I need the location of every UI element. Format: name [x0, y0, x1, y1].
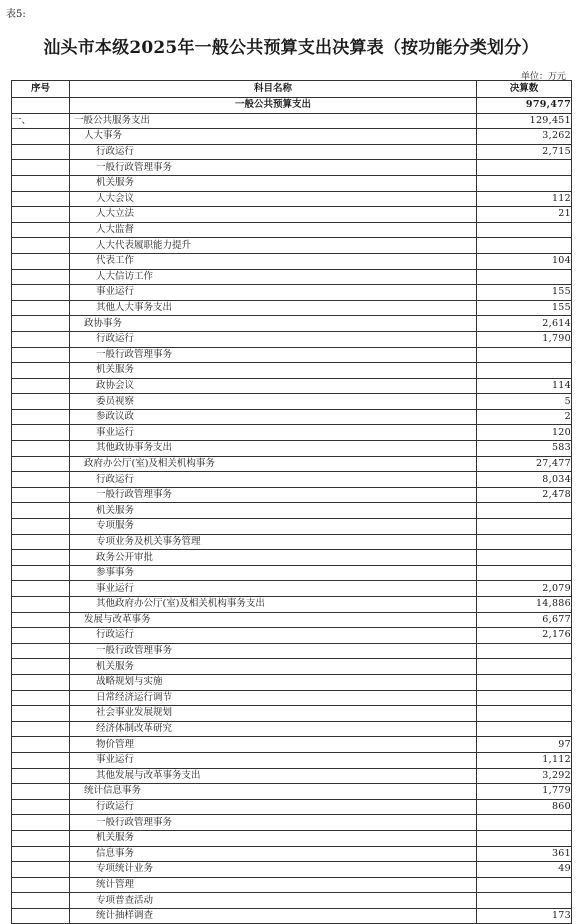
seq-cell [12, 175, 70, 191]
amount-cell: 104 [477, 253, 572, 269]
table-row [12, 815, 572, 831]
name-cell: 专项业务及机关事务管理 [70, 534, 477, 550]
name-cell: 政府办公厅(室)及相关机构事务 [70, 456, 477, 472]
table-row [12, 519, 572, 535]
table-row [12, 721, 572, 737]
table-row [12, 441, 572, 457]
amount-cell: 120 [477, 425, 572, 441]
total-name-cell: 一般公共预算支出 [70, 98, 477, 114]
table-body [12, 98, 572, 924]
name-cell: 一般行政管理事务 [70, 347, 477, 363]
amount-cell [477, 815, 572, 831]
name-cell: 发展与改革事务 [70, 612, 477, 628]
amount-cell [477, 503, 572, 519]
amount-cell [477, 160, 572, 176]
table-row [12, 674, 572, 690]
seq-cell [12, 846, 70, 862]
seq-cell [12, 674, 70, 690]
header-seq: 序号 [12, 81, 70, 98]
table-row [12, 175, 572, 191]
amount-cell [477, 269, 572, 285]
seq-cell [12, 581, 70, 597]
seq-cell [12, 425, 70, 441]
seq-cell [12, 799, 70, 815]
table-row [12, 752, 572, 768]
seq-cell [12, 269, 70, 285]
name-cell: 专项统计业务 [70, 862, 477, 878]
amount-cell [477, 674, 572, 690]
amount-cell [477, 706, 572, 722]
seq-cell [12, 830, 70, 846]
name-cell: 行政运行 [70, 144, 477, 160]
name-cell: 参事事务 [70, 565, 477, 581]
table-row [12, 269, 572, 285]
name-cell: 行政运行 [70, 628, 477, 644]
amount-cell [477, 659, 572, 675]
total-seq-cell [12, 98, 70, 114]
amount-cell: 6,677 [477, 612, 572, 628]
header-name: 科目名称 [70, 81, 477, 98]
seq-cell [12, 737, 70, 753]
seq-cell: 一、 [12, 113, 70, 129]
name-cell: 人大监督 [70, 222, 477, 238]
table-row [12, 737, 572, 753]
name-cell: 统计管理 [70, 877, 477, 893]
name-cell: 行政运行 [70, 799, 477, 815]
amount-cell: 1,779 [477, 784, 572, 800]
name-cell: 事业运行 [70, 752, 477, 768]
name-cell: 信息事务 [70, 846, 477, 862]
name-cell: 机关服务 [70, 175, 477, 191]
amount-cell [477, 877, 572, 893]
seq-cell [12, 659, 70, 675]
name-cell: 事业运行 [70, 285, 477, 301]
name-cell: 代表工作 [70, 253, 477, 269]
seq-cell [12, 815, 70, 831]
name-cell: 机关服务 [70, 503, 477, 519]
table-row [12, 300, 572, 316]
amount-cell: 14,886 [477, 597, 572, 613]
amount-cell [477, 222, 572, 238]
amount-cell [477, 565, 572, 581]
table-row [12, 706, 572, 722]
amount-cell: 1,790 [477, 331, 572, 347]
seq-cell [12, 487, 70, 503]
table-row [12, 113, 572, 129]
table-row [12, 222, 572, 238]
amount-cell [477, 238, 572, 254]
seq-cell [12, 612, 70, 628]
amount-cell: 2,715 [477, 144, 572, 160]
seq-cell [12, 160, 70, 176]
seq-cell [12, 316, 70, 332]
table-row [12, 207, 572, 223]
amount-cell: 2,478 [477, 487, 572, 503]
table-row [12, 830, 572, 846]
seq-cell [12, 690, 70, 706]
table-header-row [12, 81, 572, 98]
amount-cell [477, 830, 572, 846]
name-cell: 其他人大事务支出 [70, 300, 477, 316]
table-row [12, 347, 572, 363]
amount-cell: 860 [477, 799, 572, 815]
amount-cell [477, 550, 572, 566]
table-row [12, 331, 572, 347]
table-row [12, 799, 572, 815]
name-cell: 一般行政管理事务 [70, 643, 477, 659]
name-cell: 一般行政管理事务 [70, 160, 477, 176]
table-row [12, 238, 572, 254]
amount-cell [477, 893, 572, 909]
table-row [12, 363, 572, 379]
table-row [12, 877, 572, 893]
name-cell: 事业运行 [70, 581, 477, 597]
seq-cell [12, 534, 70, 550]
seq-cell [12, 129, 70, 145]
table-row [12, 378, 572, 394]
table-row [12, 394, 572, 410]
table-row [12, 565, 572, 581]
amount-cell [477, 534, 572, 550]
name-cell: 经济体制改革研究 [70, 721, 477, 737]
amount-cell: 97 [477, 737, 572, 753]
name-cell: 人大会议 [70, 191, 477, 207]
table-row [12, 160, 572, 176]
table-row [12, 908, 572, 924]
seq-cell [12, 378, 70, 394]
seq-cell [12, 441, 70, 457]
amount-cell [477, 347, 572, 363]
name-cell: 行政运行 [70, 472, 477, 488]
table-row [12, 846, 572, 862]
seq-cell [12, 784, 70, 800]
seq-cell [12, 706, 70, 722]
table-row [12, 144, 572, 160]
seq-cell [12, 207, 70, 223]
document-title: 汕头市本级2025年一般公共预算支出决算表（按功能分类划分） [43, 38, 539, 58]
amount-cell: 583 [477, 441, 572, 457]
seq-cell [12, 721, 70, 737]
amount-cell: 173 [477, 908, 572, 924]
seq-cell [12, 628, 70, 644]
name-cell: 人大代表履职能力提升 [70, 238, 477, 254]
total-row [12, 98, 572, 114]
table-row [12, 659, 572, 675]
name-cell: 物价管理 [70, 737, 477, 753]
table-row [12, 409, 572, 425]
table-row [12, 784, 572, 800]
seq-cell [12, 347, 70, 363]
total-amount-cell: 979,477 [477, 98, 572, 114]
table-row [12, 129, 572, 145]
table-row [12, 472, 572, 488]
seq-cell [12, 394, 70, 410]
seq-cell [12, 363, 70, 379]
amount-cell: 155 [477, 300, 572, 316]
seq-cell [12, 222, 70, 238]
amount-cell: 129,451 [477, 113, 572, 129]
seq-cell [12, 908, 70, 924]
document-label: 表5: [6, 9, 26, 20]
name-cell: 政务公开审批 [70, 550, 477, 566]
seq-cell [12, 331, 70, 347]
amount-cell: 2,079 [477, 581, 572, 597]
name-cell: 社会事业发展规划 [70, 706, 477, 722]
amount-cell: 361 [477, 846, 572, 862]
name-cell: 其他政协事务支出 [70, 441, 477, 457]
name-cell: 参政议政 [70, 409, 477, 425]
table-row [12, 253, 572, 269]
seq-cell [12, 597, 70, 613]
table-row [12, 768, 572, 784]
amount-cell: 3,262 [477, 129, 572, 145]
table-row [12, 612, 572, 628]
amount-cell: 114 [477, 378, 572, 394]
name-cell: 政协会议 [70, 378, 477, 394]
name-cell: 机关服务 [70, 363, 477, 379]
name-cell: 事业运行 [70, 425, 477, 441]
seq-cell [12, 191, 70, 207]
seq-cell [12, 565, 70, 581]
table-row [12, 285, 572, 301]
table-row [12, 316, 572, 332]
seq-cell [12, 893, 70, 909]
table-row [12, 690, 572, 706]
name-cell: 一般公共服务支出 [70, 113, 477, 129]
seq-cell [12, 752, 70, 768]
amount-cell: 27,477 [477, 456, 572, 472]
name-cell: 统计抽样调查 [70, 908, 477, 924]
table-row [12, 191, 572, 207]
amount-cell: 2,614 [477, 316, 572, 332]
seq-cell [12, 238, 70, 254]
table-row [12, 597, 572, 613]
name-cell: 人大事务 [70, 129, 477, 145]
seq-cell [12, 456, 70, 472]
amount-cell [477, 643, 572, 659]
name-cell: 统计信息事务 [70, 784, 477, 800]
amount-cell: 5 [477, 394, 572, 410]
amount-cell: 8,034 [477, 472, 572, 488]
table-row [12, 503, 572, 519]
table-row [12, 456, 572, 472]
header-amount: 决算数 [477, 81, 572, 98]
amount-cell: 3,292 [477, 768, 572, 784]
seq-cell [12, 409, 70, 425]
name-cell: 专项服务 [70, 519, 477, 535]
amount-cell [477, 363, 572, 379]
seq-cell [12, 768, 70, 784]
name-cell: 一般行政管理事务 [70, 487, 477, 503]
table-row [12, 628, 572, 644]
table-row [12, 581, 572, 597]
seq-cell [12, 643, 70, 659]
amount-cell: 49 [477, 862, 572, 878]
seq-cell [12, 519, 70, 535]
amount-cell [477, 690, 572, 706]
table-row [12, 534, 572, 550]
amount-cell: 112 [477, 191, 572, 207]
name-cell: 专项普查活动 [70, 893, 477, 909]
amount-cell: 1,112 [477, 752, 572, 768]
name-cell: 其他政府办公厅(室)及相关机构事务支出 [70, 597, 477, 613]
name-cell: 战略规划与实施 [70, 674, 477, 690]
name-cell: 一般行政管理事务 [70, 815, 477, 831]
table-row [12, 862, 572, 878]
name-cell: 机关服务 [70, 659, 477, 675]
amount-cell: 2 [477, 409, 572, 425]
seq-cell [12, 144, 70, 160]
seq-cell [12, 550, 70, 566]
table-row [12, 550, 572, 566]
amount-cell [477, 721, 572, 737]
name-cell: 日常经济运行调节 [70, 690, 477, 706]
amount-cell [477, 175, 572, 191]
name-cell: 行政运行 [70, 331, 477, 347]
seq-cell [12, 472, 70, 488]
name-cell: 委员视察 [70, 394, 477, 410]
amount-cell: 21 [477, 207, 572, 223]
amount-cell: 155 [477, 285, 572, 301]
name-cell: 其他发展与改革事务支出 [70, 768, 477, 784]
seq-cell [12, 877, 70, 893]
name-cell: 人大信访工作 [70, 269, 477, 285]
seq-cell [12, 503, 70, 519]
table-row [12, 487, 572, 503]
budget-table [11, 80, 572, 924]
table-row [12, 425, 572, 441]
amount-cell: 2,176 [477, 628, 572, 644]
name-cell: 机关服务 [70, 830, 477, 846]
table-row [12, 893, 572, 909]
name-cell: 政协事务 [70, 316, 477, 332]
unit-label: 单位：万元 [520, 72, 566, 82]
table-row [12, 643, 572, 659]
amount-cell [477, 519, 572, 535]
seq-cell [12, 253, 70, 269]
seq-cell [12, 300, 70, 316]
name-cell: 人大立法 [70, 207, 477, 223]
seq-cell [12, 862, 70, 878]
seq-cell [12, 285, 70, 301]
